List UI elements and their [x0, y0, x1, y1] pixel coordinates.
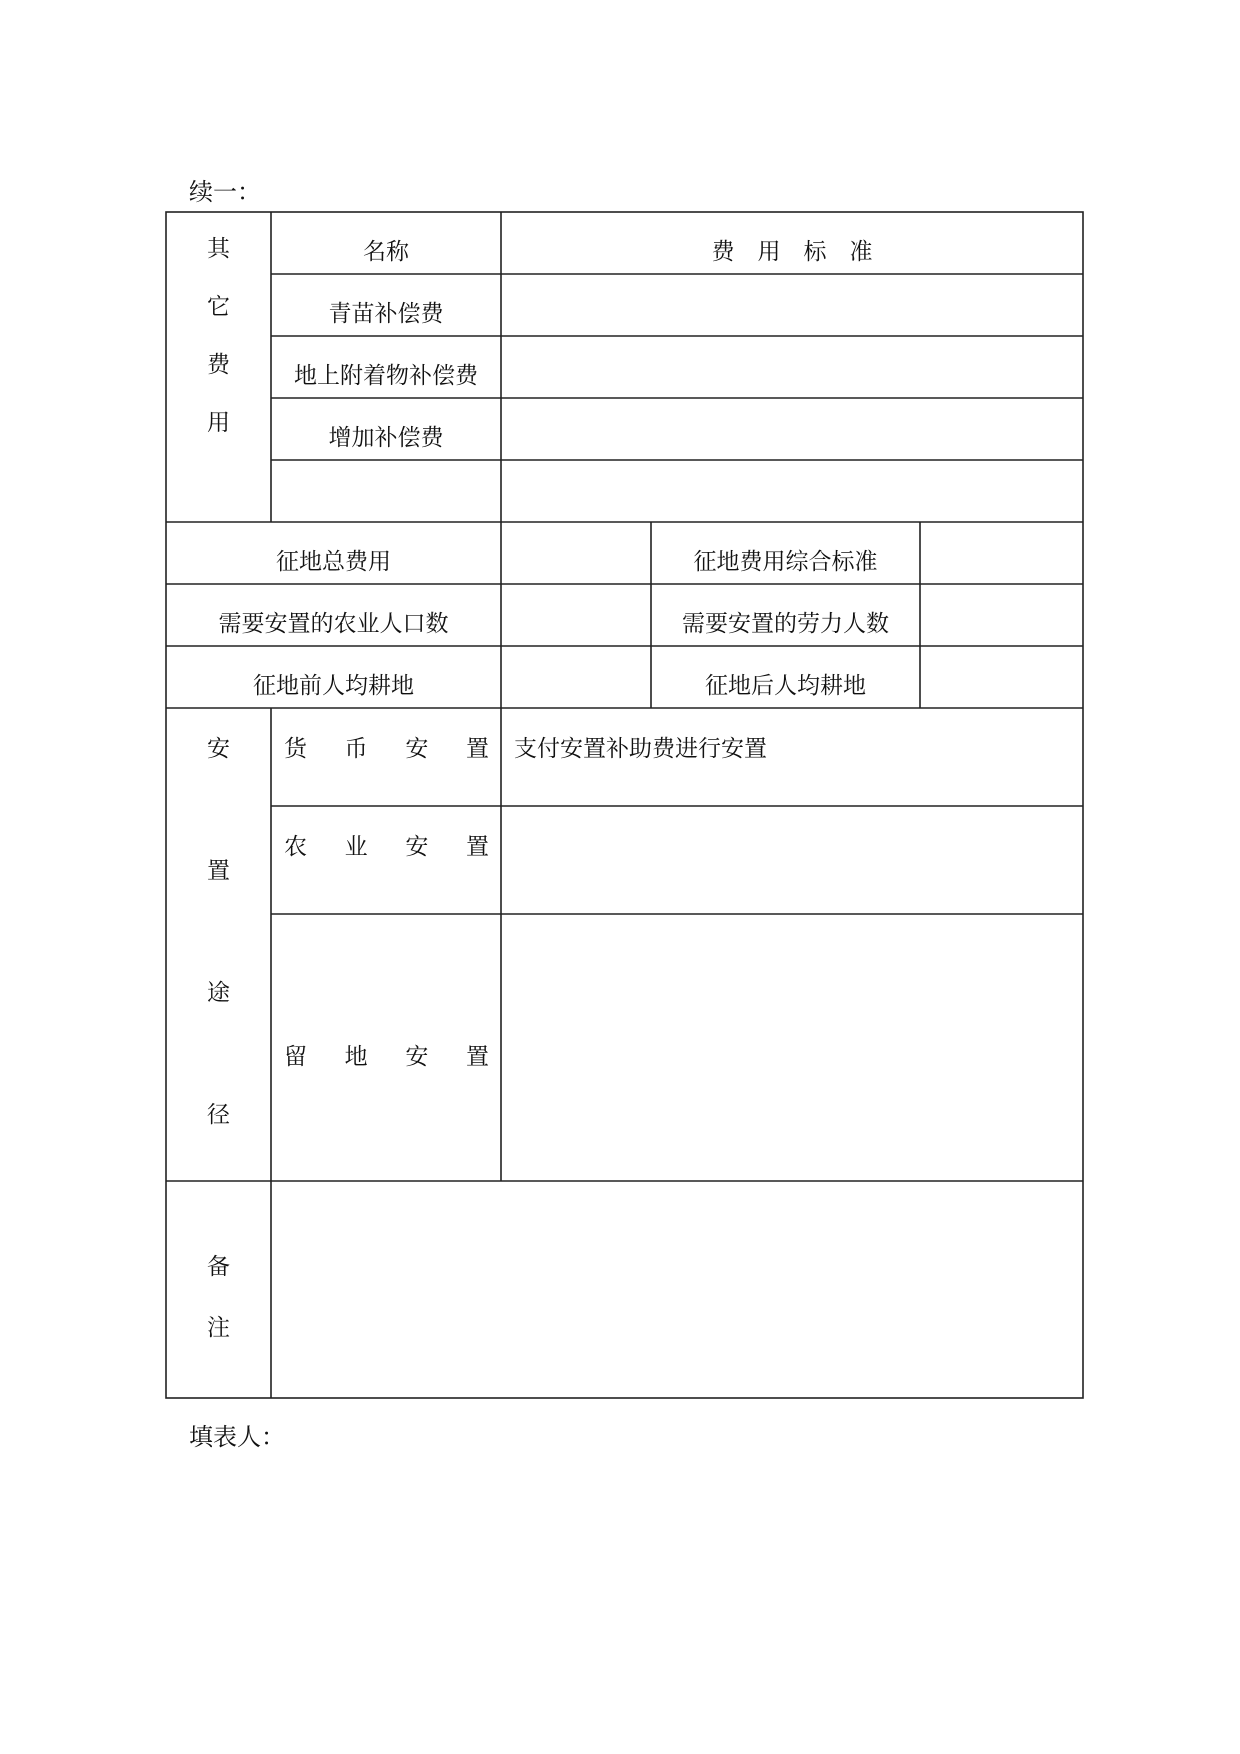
group-label-char: 其 — [207, 236, 230, 262]
method-char: 农 — [284, 834, 307, 860]
group-label-char: 用 — [207, 410, 230, 436]
group-label-char: 途 — [207, 980, 230, 1006]
fee-name-cell: 地上附着物补偿费 — [294, 363, 478, 389]
method-char: 币 — [344, 736, 368, 762]
method-char: 安 — [405, 736, 429, 762]
composite-standard-label: 征地费用综合标准 — [693, 549, 878, 575]
group-label-char: 径 — [207, 1102, 230, 1128]
other-fees-group-label — [166, 238, 271, 435]
method-char: 地 — [344, 1044, 368, 1070]
labor-count-label: 需要安置的劳力人数 — [682, 611, 889, 637]
agricultural-population-label: 需要安置的农业人口数 — [218, 611, 449, 637]
continuation-label: 续一： — [189, 178, 261, 206]
group-label-char: 置 — [207, 858, 230, 884]
form-filler-label: 填表人： — [189, 1423, 285, 1451]
method-char: 置 — [465, 736, 489, 762]
farmland-after-label: 征地后人均耕地 — [705, 673, 866, 699]
method-char: 置 — [465, 1044, 489, 1070]
group-label-char: 安 — [207, 736, 230, 762]
total-fee-label: 征地总费用 — [276, 549, 391, 575]
resettlement-method-reserved-land — [284, 1046, 489, 1069]
resettlement-method-agricultural — [284, 836, 489, 859]
method-char: 安 — [405, 1044, 429, 1070]
farmland-before-label: 征地前人均耕地 — [253, 673, 414, 699]
method-char: 货 — [284, 736, 307, 762]
group-label-char: 它 — [207, 294, 230, 320]
name-column-header: 名称 — [363, 239, 409, 265]
method-char: 置 — [465, 834, 489, 860]
method-char: 业 — [344, 834, 368, 860]
resettlement-group-label — [166, 738, 271, 1127]
resettlement-detail-monetary[interactable]: 支付安置补助费进行安置 — [514, 736, 767, 762]
remarks-label — [166, 1256, 271, 1340]
fee-standard-column-header: 费 用 标 准 — [711, 239, 873, 265]
remarks-label-char: 注 — [207, 1315, 230, 1341]
fee-name-cell: 青苗补偿费 — [328, 301, 444, 327]
method-char: 留 — [284, 1044, 307, 1070]
method-char: 安 — [405, 834, 429, 860]
resettlement-method-monetary — [284, 738, 489, 761]
group-label-char: 费 — [207, 352, 230, 378]
fee-name-cell: 增加补偿费 — [328, 425, 444, 451]
remarks-label-char: 备 — [207, 1254, 230, 1280]
